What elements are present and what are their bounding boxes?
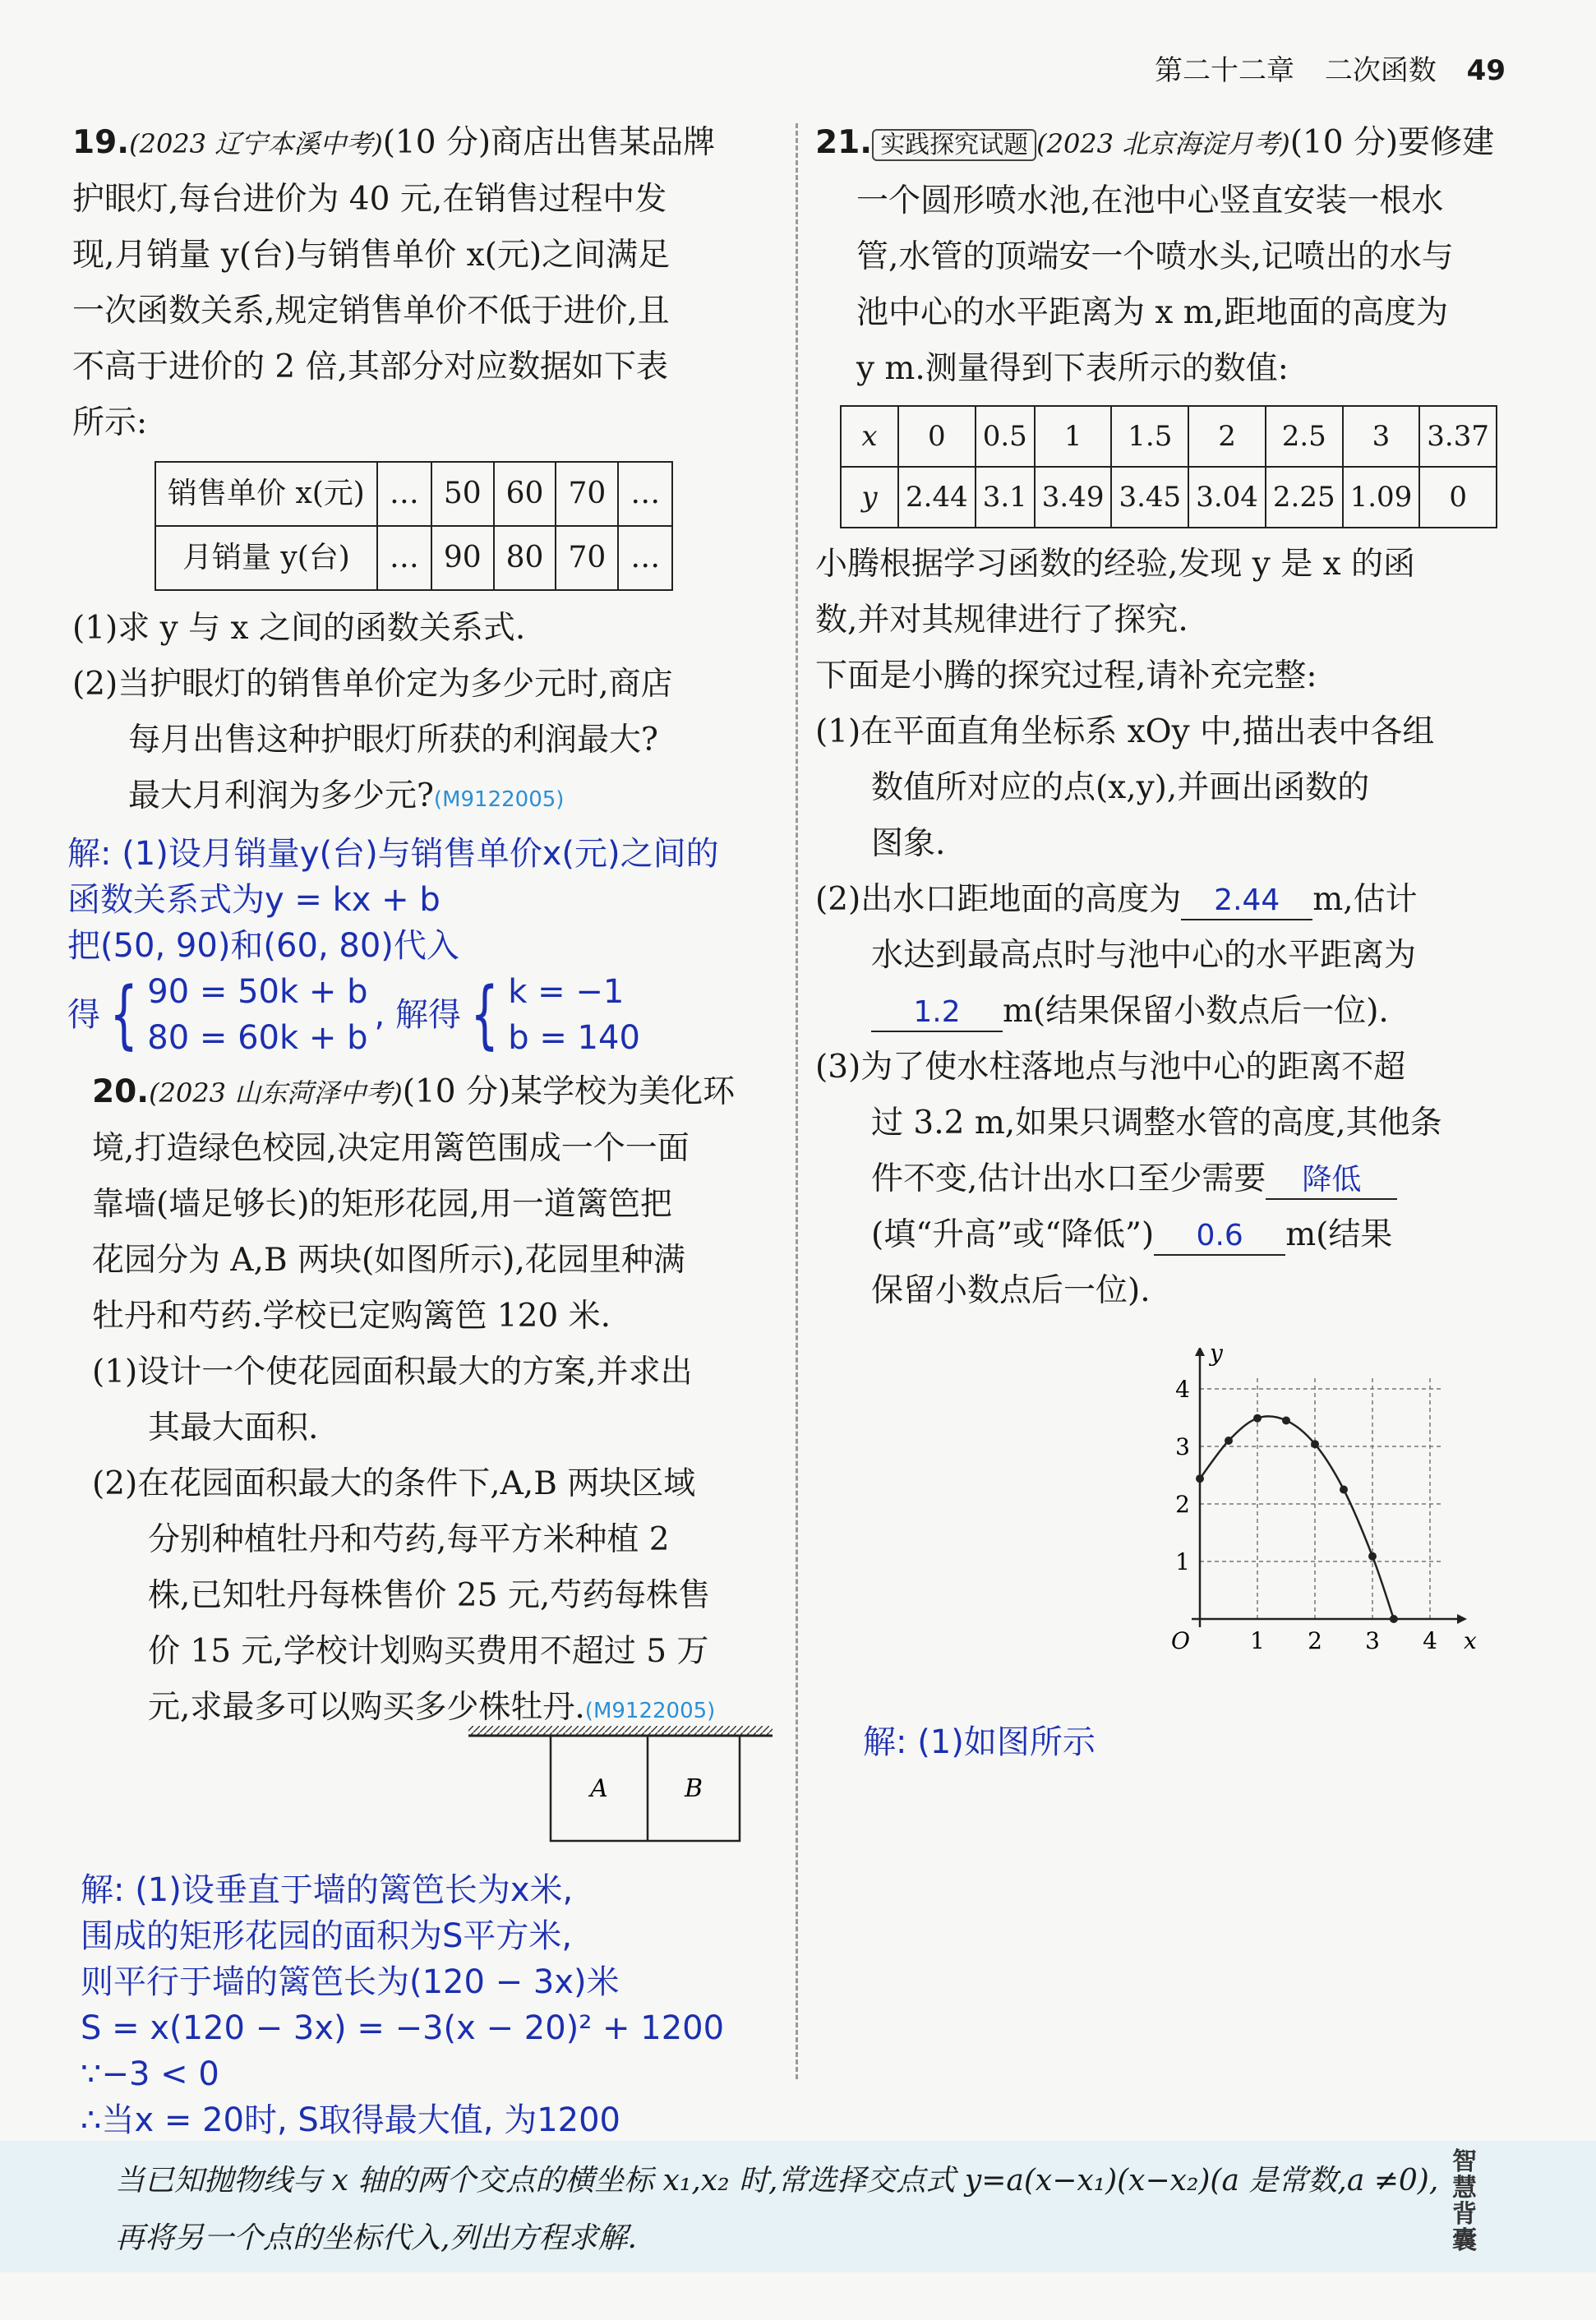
region-b-label: B — [684, 1774, 703, 1803]
y-tick-label: 4 — [1175, 1376, 1190, 1403]
q21-table — [840, 405, 1497, 528]
answer-line: 则平行于墙的篱笆长为(120 − 3x)米 — [81, 1963, 620, 2001]
table-cell: y — [841, 467, 898, 528]
answer-line: 函数关系式为y = kx + b — [67, 881, 441, 919]
chapter-title: 第二十二章 — [1155, 54, 1295, 87]
data-point — [1196, 1474, 1204, 1483]
data-point — [1390, 1615, 1398, 1623]
page-number: 49 — [1466, 54, 1506, 87]
solution-system — [508, 969, 640, 1061]
table-cell: 70 — [556, 462, 618, 526]
q21-source: (2023 北京海淀月考) — [1036, 128, 1290, 159]
q19 — [72, 115, 787, 828]
q19-answer — [67, 831, 787, 1061]
q20-line: 境,打造绿色校园,决定用篱笆围成一个一面 — [92, 1130, 690, 1167]
q20-number: 20. — [92, 1073, 150, 1110]
q19-part2-line: 最大月利润为多少元? — [128, 777, 434, 814]
table-cell: 2.44 — [898, 467, 976, 528]
q20-line: 靠墙(墙足够长)的矩形花园,用一道篱笆把 — [92, 1186, 672, 1223]
q19-line: 现,月销量 y(台)与销售单价 x(元)之间满足 — [72, 237, 671, 274]
right-column — [815, 115, 1514, 1319]
q20-part1-line: 其最大面积. — [148, 1409, 319, 1446]
equation: 90 = 50k + b — [147, 973, 368, 1011]
q21-text: (2)出水口距地面的高度为 — [815, 881, 1182, 918]
table-cell: 60 — [494, 462, 556, 526]
q19-line: 一次函数关系,规定销售单价不低于进价,且 — [72, 293, 670, 330]
y-tick-label: 3 — [1175, 1433, 1190, 1460]
data-point — [1311, 1440, 1319, 1448]
table-cell: 3.37 — [1419, 406, 1497, 467]
region-a-label: A — [590, 1774, 608, 1803]
table-cell: … — [377, 462, 431, 526]
table-cell: 0.5 — [976, 406, 1035, 467]
table-cell: … — [618, 526, 672, 590]
answer-blank: 1.2 — [871, 994, 1003, 1032]
tip-footer — [0, 2141, 1596, 2272]
q21-line: 一个圆形喷水池,在池中心竖直安装一根水 — [856, 182, 1444, 219]
q19-table — [155, 461, 673, 591]
q20-answer — [81, 1867, 724, 2143]
equation: b = 140 — [508, 1019, 640, 1057]
table-cell: 2 — [1188, 406, 1266, 467]
x-tick-label: 3 — [1365, 1627, 1380, 1654]
q20 — [92, 1064, 787, 1739]
q19-score: (10 分) — [382, 124, 491, 161]
q19-code: (M9122005) — [433, 787, 565, 812]
tip-side-label: 智慧背囊 — [1452, 2147, 1477, 2255]
q21-score: (10 分) — [1289, 124, 1399, 161]
x-axis-label: x — [1464, 1627, 1477, 1654]
q19-line: 所示: — [72, 404, 148, 441]
table-cell: 50 — [431, 462, 494, 526]
q19-source: (2023 辽宁本溪中考) — [129, 128, 383, 159]
equation: k = −1 — [508, 973, 625, 1011]
table-cell: … — [377, 526, 431, 590]
table-cell: 2.5 — [1266, 406, 1343, 467]
q21-text: m,估计 — [1312, 881, 1418, 918]
q19-line: 商店出售某品牌 — [491, 124, 716, 161]
y-tick-label: 1 — [1175, 1548, 1190, 1575]
q21-line: y m.测量得到下表所示的数值: — [856, 350, 1289, 387]
answer-line: 解: (1)设垂直于墙的篱笆长为x米, — [81, 1871, 574, 1909]
table-cell: x — [841, 406, 898, 467]
q21-text: 保留小数点后一位). — [871, 1272, 1151, 1309]
y-tick-label: 2 — [1175, 1491, 1190, 1518]
answer-blank: 0.6 — [1154, 1218, 1285, 1256]
q21-part1-line: 数值所对应的点(x,y),并画出函数的 — [871, 769, 1370, 806]
table-cell: 1.09 — [1343, 467, 1420, 528]
q21 — [815, 115, 1514, 1319]
q21-part1: (1)在平面直角坐标系 xOy 中,描出表中各组 — [815, 713, 1435, 750]
x-tick-label: 1 — [1250, 1627, 1265, 1654]
answer-line: 解: (1)设月销量y(台)与销售单价x(元)之间的 — [67, 835, 719, 873]
q20-line: 某学校为美化环 — [510, 1073, 736, 1110]
q21-line: 要修建 — [1398, 124, 1495, 161]
table-cell: 1.5 — [1111, 406, 1188, 467]
table-cell: 3 — [1343, 406, 1420, 467]
data-point — [1368, 1552, 1377, 1561]
q21-line: 管,水管的顶端安一个喷水头,记喷出的水与 — [856, 238, 1454, 275]
answer-line: ∴当x = 20时, S取得最大值, 为1200 — [81, 2101, 621, 2139]
table-row — [155, 526, 672, 590]
q20-source: (2023 山东菏泽中考) — [149, 1077, 403, 1109]
table-cell: 3.1 — [976, 467, 1035, 528]
q21-part3: (3)为了使水柱落地点与池中心的距离不超 — [815, 1049, 1406, 1086]
table-cell: 销售单价 x(元) — [155, 462, 377, 526]
q20-part1: (1)设计一个使花园面积最大的方案,并求出 — [92, 1354, 693, 1391]
y-axis-arrow-icon — [1195, 1348, 1205, 1356]
table-cell: 2.25 — [1266, 467, 1343, 528]
equation-system — [147, 969, 367, 1061]
table-cell: 3.04 — [1188, 467, 1266, 528]
y-axis-label: y — [1210, 1348, 1223, 1367]
q21-text: 过 3.2 m,如果只调整水管的高度,其他条 — [871, 1105, 1442, 1142]
q21-text: m(结果保留小数点后一位). — [1003, 993, 1389, 1030]
q20-part2: (2)在花园面积最大的条件下,A,B 两块区域 — [92, 1465, 696, 1502]
page-header — [1133, 48, 1506, 88]
garden-rect — [551, 1736, 740, 1841]
q21-line: 数,并对其规律进行了探究. — [815, 602, 1188, 639]
tip-text: 当已知抛物线与 x 轴的两个交点的横坐标 x₁,x₂ 时,常选择交点式 y=a(x−x₁)(x−x₂)(a 是常数,a ≠0),再将另一个点的坐标代入,列出方程求解. — [115, 2164, 1439, 2255]
table-cell: 0 — [898, 406, 976, 467]
table-row — [841, 467, 1497, 528]
q21-text: m(结果 — [1285, 1216, 1393, 1253]
data-point — [1282, 1417, 1290, 1425]
table-cell: 0 — [1419, 467, 1497, 528]
answer-text: 得 — [67, 996, 100, 1034]
x-tick-label: 4 — [1423, 1627, 1437, 1654]
brace-icon: { — [470, 971, 499, 1058]
function-graph — [1151, 1348, 1479, 1660]
q19-part2: (2)当护眼灯的销售单价定为多少元时,商店 — [72, 666, 673, 703]
table-cell: 70 — [556, 526, 618, 590]
q21-text: 水达到最高点时与池中心的水平距离为 — [871, 937, 1417, 974]
table-cell: 80 — [494, 526, 556, 590]
wall-hatch — [468, 1726, 773, 1736]
q21-part1-line: 图象. — [871, 825, 946, 862]
q20-part2-line: 价 15 元,学校计划购买费用不超过 5 万 — [148, 1633, 709, 1670]
answer-line: 围成的矩形花园的面积为S平方米, — [81, 1917, 573, 1955]
q19-number: 19. — [72, 124, 130, 161]
data-point — [1253, 1414, 1262, 1423]
table-cell: 3.49 — [1035, 467, 1112, 528]
answer-blank: 降低 — [1266, 1162, 1397, 1200]
answer-line: ∵−3 < 0 — [81, 2055, 219, 2093]
table-cell: 90 — [431, 526, 494, 590]
x-axis-arrow-icon — [1457, 1614, 1467, 1624]
column-divider — [796, 123, 798, 2079]
table-cell: … — [618, 462, 672, 526]
table-cell: 月销量 y(台) — [155, 526, 377, 590]
q20-code: (M9122005) — [584, 1699, 716, 1723]
brace-icon: { — [109, 971, 138, 1058]
x-tick-label: 2 — [1308, 1627, 1322, 1654]
q20-part2-line: 元,求最多可以购买多少株牡丹. — [148, 1689, 585, 1726]
table-cell: 1 — [1035, 406, 1112, 467]
q19-line: 不高于进价的 2 倍,其部分对应数据如下表 — [72, 348, 669, 385]
table-row — [155, 462, 672, 526]
answer-text: , 解得 — [374, 996, 461, 1034]
data-point — [1225, 1437, 1233, 1445]
origin-label: O — [1171, 1627, 1190, 1654]
table-cell: 3.45 — [1111, 467, 1188, 528]
equation: 80 = 60k + b — [147, 1019, 368, 1057]
q21-line: 下面是小腾的探究过程,请补充完整: — [815, 657, 1317, 694]
answer-line: 把(50, 90)和(60, 80)代入 — [67, 927, 459, 965]
q21-text: (填“升高”或“降低”) — [871, 1216, 1155, 1253]
q19-part1: (1)求 y 与 x 之间的函数关系式. — [72, 610, 526, 647]
data-point — [1340, 1486, 1348, 1494]
q21-text: 件不变,估计出水口至少需要 — [871, 1160, 1266, 1197]
q20-score: (10 分) — [402, 1073, 511, 1110]
topic-title: 二次函数 — [1324, 54, 1437, 87]
q19-part2-line: 每月出售这种护眼灯所获的利润最大? — [128, 722, 658, 759]
q20-part2-line: 分别种植牡丹和芍药,每平方米种植 2 — [148, 1521, 670, 1558]
garden-figure — [460, 1726, 781, 1849]
q21-answer: 解: (1)如图所示 — [863, 1723, 1096, 1761]
answer-line: S = x(120 − 3x) = −3(x − 20)² + 1200 — [81, 2009, 725, 2047]
q21-number: 21. — [815, 124, 873, 161]
left-column — [67, 115, 787, 1739]
q19-line: 护眼灯,每台进价为 40 元,在销售过程中发 — [72, 181, 667, 218]
table-row — [841, 406, 1497, 467]
answer-blank: 2.44 — [1181, 883, 1312, 920]
q20-part2-line: 株,已知牡丹每株售价 25 元,芍药每株售 — [148, 1577, 711, 1614]
q21-line: 小腾根据学习函数的经验,发现 y 是 x 的函 — [815, 546, 1416, 583]
q20-line: 牡丹和芍药.学校已定购篱笆 120 米. — [92, 1298, 611, 1335]
answer-system — [67, 969, 787, 1061]
q21-tag: 实践探究试题 — [872, 129, 1036, 161]
q20-line: 花园分为 A,B 两块(如图所示),花园里种满 — [92, 1242, 685, 1279]
q21-line: 池中心的水平距离为 x m,距地面的高度为 — [856, 294, 1449, 331]
q21-part2 — [815, 872, 1514, 928]
